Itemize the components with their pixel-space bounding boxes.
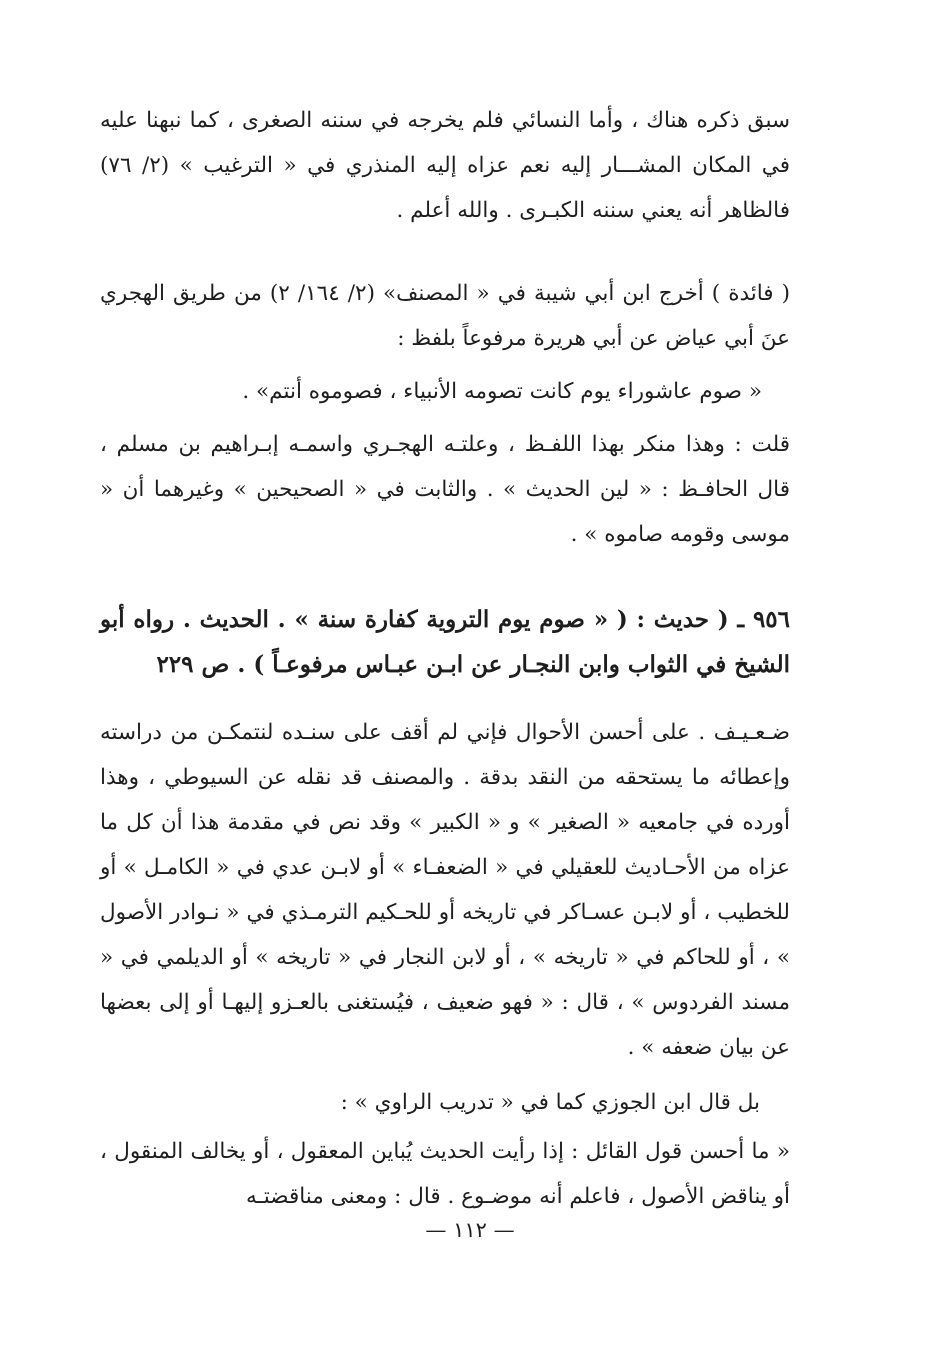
paragraph-quote-ashura: « صوم عاشوراء يوم كانت تصومه الأنبياء ، فصوموه أنتم» . — [242, 379, 762, 404]
paragraph-quote-qail: « ما أحسن قول القائل : إذا رأيت الحديث يُباين المعقول ، أو يخالف المنقول ، أو يناقض الأصول ، فاعلم أنه موضـوع . قال : ومعنى مناقضتـه — [100, 1139, 790, 1209]
page-body — [100, 98, 790, 1298]
page-number: — ١١٢ — — [425, 1218, 515, 1242]
paragraph-ibn-jawzi: بل قال ابن الجوزي كما في « تدريب الراوي » : — [340, 1090, 760, 1115]
hadith-text: ـ ( حديث : ( « صوم يوم التروية كفارة سنة » . الحديث . رواه أبو الشيخ في الثواب وابن النجـار عن ابـن عبـاس مرفوعـاً ) . ص ٢٢٩ — [100, 606, 790, 678]
paragraph-qultu: قلت : وهذا منكر بهذا اللفـظ ، وعلتـه الهجـري واسمـه إبـراهيم بن مسلم ، قال الحافـظ : « لين الحديث » . والثابت في « الصحيحين » وغيرهما أن « موسى وقومه صاموه » . — [100, 432, 790, 547]
paragraph-daif: ضـعـيـف . على أحسن الأحوال فإني لم أقف على سنـده لنتمكـن من دراسته وإعطائه ما يستحقه من النقد بدقة . والمصنف قد نقله عن السيوطي ، وهذا أورده في جامعيه « الصغير » و « الكبير » وقد نص في مقدمة هذا أن كل ما عزاه من الأحـاديث للعقيلي في « الضعفـاء » أو لابـن عدي في « الكامـل » أو للخطيب ، أو لابـن عسـاكر في تاريخه أو للحـكيم الترمـذي في « نـوادر الأصول » ، أو للحاكم في « تاريخه » ، أو لابن النجار في « تاريخه » أو الديلمي في « مسند الفردوس » ، قال : « فهو ضعيف ، فيُستغنى بالعـزو إليهـا أو إلى بعضها عن بيان ضعفه » . — [100, 720, 790, 1060]
paragraph-faida: ( فائدة ) أخرج ابن أبي شيبة في « المصنف» (٢/ ١٦٤/ ٢) من طريق الهجري عنَ أبي عياض عن أبي هريرة مرفوعاً بلفظ : — [100, 281, 791, 351]
paragraph-intro: سبق ذكره هناك ، وأما النسائي فلم يخرجه في سننه الصغرى ، كما نبهنا عليه في المكان المشـــار إليه نعم عزاه إليه المنذري في « الترغيب » (٢/ ٧٦) فالظاهر أنه يعني سننه الكبـرى . والله أعلم . — [100, 108, 790, 223]
hadith-number: ٩٥٦ — [752, 606, 790, 633]
hadith-heading — [100, 597, 790, 687]
